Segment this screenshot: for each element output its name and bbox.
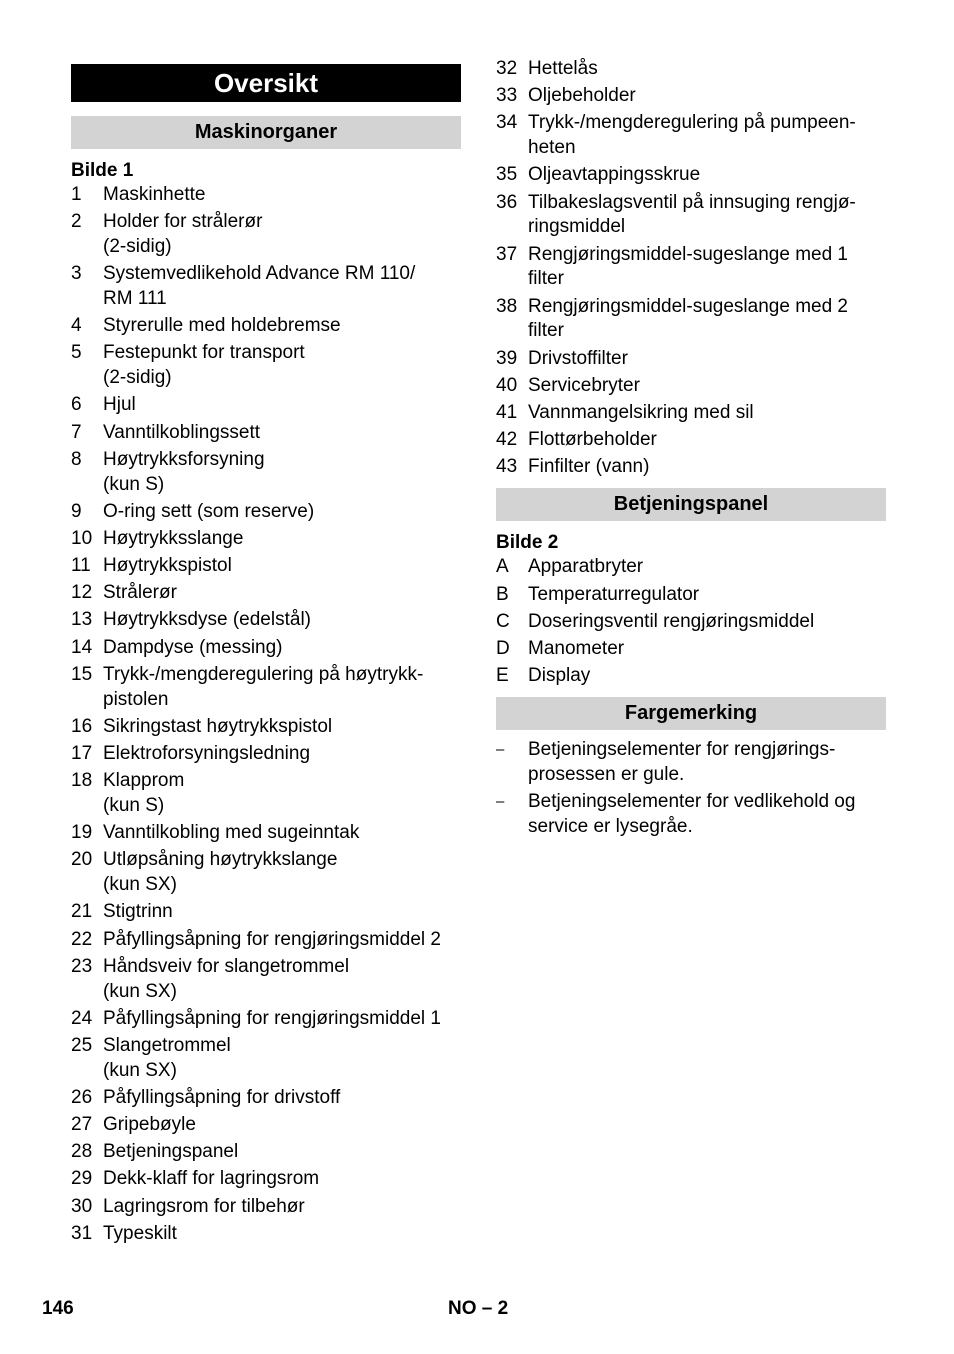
item-number: 15 <box>71 663 93 685</box>
list-item <box>71 1034 461 1084</box>
bullet-text: Betjeningselementer for vedlikehold og service er lysegråe. <box>528 791 856 838</box>
item-text: Drivstoffilter <box>528 347 628 369</box>
list-item <box>496 57 886 82</box>
item-number: 2 <box>71 211 82 233</box>
item-number: 33 <box>496 85 518 107</box>
item-text: Doseringsventil rengjøringsmiddel <box>528 610 815 632</box>
bullet-dash: – <box>496 793 505 811</box>
item-number: 25 <box>71 1034 93 1056</box>
item-number: 4 <box>71 315 82 337</box>
parts-list-right <box>496 57 886 480</box>
left-column <box>71 64 461 1249</box>
item-text: Vannmangelsikring med sil <box>528 401 754 423</box>
item-text: Holder for strålerør (2-sidig) <box>103 211 263 257</box>
color-coding-list <box>496 738 886 840</box>
list-item <box>71 448 461 498</box>
item-text: Elektroforsyningsledning <box>103 742 311 764</box>
item-number: 29 <box>71 1168 93 1190</box>
figure-label-bilde-1: Bilde 1 <box>71 160 134 181</box>
section-heading-maskinorganer: Maskinorganer <box>71 116 461 149</box>
item-number: 35 <box>496 164 518 186</box>
item-number: 38 <box>496 295 518 317</box>
list-item <box>71 848 461 898</box>
item-text: Flottørbeholder <box>528 429 657 451</box>
list-item <box>496 428 886 453</box>
item-text: Betjeningspanel <box>103 1141 239 1163</box>
bullet-dash: – <box>496 741 505 759</box>
item-text: Høytrykksforsyning (kun S) <box>103 448 265 495</box>
item-text: Dekk-klaff for lagringsrom <box>103 1168 320 1190</box>
item-text: Høytrykkspistol <box>103 555 232 577</box>
parts-list-left <box>71 183 461 1247</box>
item-number: 42 <box>496 429 518 451</box>
list-item <box>71 581 461 606</box>
item-text: Høytrykksdyse (edelstål) <box>103 609 311 631</box>
item-text: Vanntilkoblingssett <box>103 421 261 443</box>
list-item <box>496 583 886 608</box>
list-item <box>71 1140 461 1165</box>
list-item <box>71 1113 461 1138</box>
section-heading-fargemerking: Fargemerking <box>496 697 886 730</box>
item-text: Temperaturregulator <box>528 583 700 605</box>
item-text: Klapprom (kun S) <box>103 770 185 816</box>
item-text: Dampdyse (messing) <box>103 636 283 658</box>
item-text: Strålerør <box>103 582 177 604</box>
item-text: Rengjøringsmiddel-sugeslange med 1 filter <box>528 243 849 290</box>
item-text: Maskinhette <box>103 184 206 205</box>
list-item <box>496 555 886 580</box>
item-text: Servicebryter <box>528 374 640 396</box>
list-item <box>496 243 886 293</box>
list-item <box>71 742 461 767</box>
list-item <box>71 928 461 953</box>
item-text: Vanntilkobling med sugeinntak <box>103 822 360 844</box>
list-item <box>71 262 461 312</box>
list-item <box>496 401 886 426</box>
item-number: 43 <box>496 456 518 478</box>
item-number: 10 <box>71 527 93 549</box>
item-text: Finfilter (vann) <box>528 456 650 478</box>
list-item <box>71 1007 461 1032</box>
list-item <box>71 636 461 661</box>
item-number: 23 <box>71 955 93 977</box>
list-item <box>71 1167 461 1192</box>
item-number: 5 <box>71 342 82 364</box>
list-item <box>496 163 886 188</box>
item-text: Styrerulle med holdebremse <box>103 315 341 337</box>
item-number: 18 <box>71 770 93 792</box>
item-text: Sikringstast høytrykkspistol <box>103 715 333 737</box>
item-number: C <box>496 610 510 632</box>
item-number: 1 <box>71 184 82 205</box>
item-number: 36 <box>496 191 518 213</box>
list-item <box>496 637 886 662</box>
item-text: Håndsveiv for slangetrommel (kun SX) <box>103 955 350 1002</box>
list-item <box>496 347 886 372</box>
list-item <box>71 1195 461 1220</box>
control-panel-list <box>496 555 886 689</box>
item-number: 11 <box>71 555 91 577</box>
item-number: E <box>496 665 509 687</box>
item-number: A <box>496 556 509 578</box>
item-number: D <box>496 638 510 659</box>
list-item <box>71 955 461 1005</box>
item-number: 31 <box>71 1222 93 1244</box>
item-number: 41 <box>496 401 518 423</box>
item-number: 16 <box>71 715 93 737</box>
item-text: Oljebeholder <box>528 85 636 107</box>
item-text: Lagringsrom for tilbehør <box>103 1195 305 1217</box>
list-item <box>71 554 461 579</box>
list-item <box>71 715 461 740</box>
list-item <box>71 821 461 846</box>
item-number: 3 <box>71 263 82 285</box>
item-number: 9 <box>71 500 82 522</box>
item-text: Stigtrinn <box>103 901 173 923</box>
item-text: Tilbakeslagsventil på innsuging rengjø- ringsmiddel <box>528 191 856 238</box>
list-item <box>71 769 461 819</box>
bullet-item <box>496 790 886 840</box>
item-text: Påfyllingsåpning for rengjøringsmiddel 1 <box>103 1007 441 1029</box>
item-number: 22 <box>71 928 93 950</box>
list-item <box>71 341 461 391</box>
list-item <box>71 663 461 713</box>
item-text: O-ring sett (som reserve) <box>103 500 315 522</box>
item-number: 7 <box>71 421 82 443</box>
list-item <box>496 455 886 480</box>
list-item <box>496 84 886 109</box>
item-number: 26 <box>71 1086 93 1108</box>
item-number: B <box>496 583 509 605</box>
list-item <box>71 1222 461 1247</box>
page-number: 146 <box>42 1298 74 1319</box>
list-item <box>71 183 461 208</box>
item-number: 40 <box>496 374 518 396</box>
list-item <box>71 608 461 633</box>
item-text: Systemvedlikehold Advance RM 110/ RM 111 <box>103 263 416 309</box>
list-item <box>496 664 886 689</box>
item-text: Oljeavtappingsskrue <box>528 164 701 186</box>
list-item <box>71 314 461 339</box>
item-number: 28 <box>71 1141 93 1163</box>
bullet-item <box>496 738 886 788</box>
item-text: Gripebøyle <box>103 1114 196 1136</box>
list-item <box>71 500 461 525</box>
list-item <box>496 374 886 399</box>
item-text: Trykk-/mengderegulering på pumpeen- heten <box>528 112 856 159</box>
page-title: Oversikt <box>71 64 461 102</box>
right-column <box>496 57 886 842</box>
item-number: 19 <box>71 822 93 844</box>
item-number: 13 <box>71 609 93 631</box>
list-item <box>496 191 886 241</box>
item-text: Hettelås <box>528 58 598 79</box>
item-text: Hjul <box>103 394 136 416</box>
list-item <box>71 421 461 446</box>
figure-label-bilde-2: Bilde 2 <box>496 532 559 554</box>
item-text: Høytrykksslange <box>103 527 244 549</box>
item-text: Manometer <box>528 638 625 659</box>
item-number: 21 <box>71 901 93 923</box>
item-number: 39 <box>496 347 518 369</box>
list-item <box>71 210 461 260</box>
list-item <box>71 900 461 925</box>
item-number: 34 <box>496 112 518 134</box>
item-text: Apparatbryter <box>528 556 644 578</box>
item-text: Utløpsåning høytrykkslange (kun SX) <box>103 849 338 896</box>
list-item <box>496 111 886 161</box>
item-text: Påfyllingsåpning for drivstoff <box>103 1086 341 1108</box>
item-number: 8 <box>71 448 82 470</box>
list-item <box>71 1086 461 1111</box>
list-item <box>496 295 886 345</box>
section-heading-betjeningspanel: Betjeningspanel <box>496 488 886 521</box>
item-number: 6 <box>71 394 82 416</box>
item-number: 17 <box>71 742 93 764</box>
item-number: 14 <box>71 636 93 658</box>
item-number: 27 <box>71 1114 93 1136</box>
item-number: 12 <box>71 582 93 604</box>
list-item <box>496 610 886 635</box>
bullet-text: Betjeningselementer for rengjørings- prosessen er gule. <box>528 739 836 786</box>
item-text: Festepunkt for transport (2-sidig) <box>103 342 305 389</box>
item-text: Typeskilt <box>103 1222 177 1244</box>
item-number: 37 <box>496 243 518 265</box>
item-number: 20 <box>71 849 93 871</box>
page-footer-section: NO – 2 <box>448 1298 509 1319</box>
list-item <box>71 527 461 552</box>
item-text: Trykk-/mengderegulering på høytrykk- pistolen <box>103 663 424 710</box>
item-number: 32 <box>496 58 518 79</box>
item-number: 30 <box>71 1195 93 1217</box>
item-text: Display <box>528 665 591 687</box>
item-text: Rengjøringsmiddel-sugeslange med 2 filter <box>528 295 849 342</box>
item-number: 24 <box>71 1007 93 1029</box>
item-text: Slangetrommel (kun SX) <box>103 1034 231 1081</box>
list-item <box>71 393 461 418</box>
item-text: Påfyllingsåpning for rengjøringsmiddel 2 <box>103 928 441 950</box>
